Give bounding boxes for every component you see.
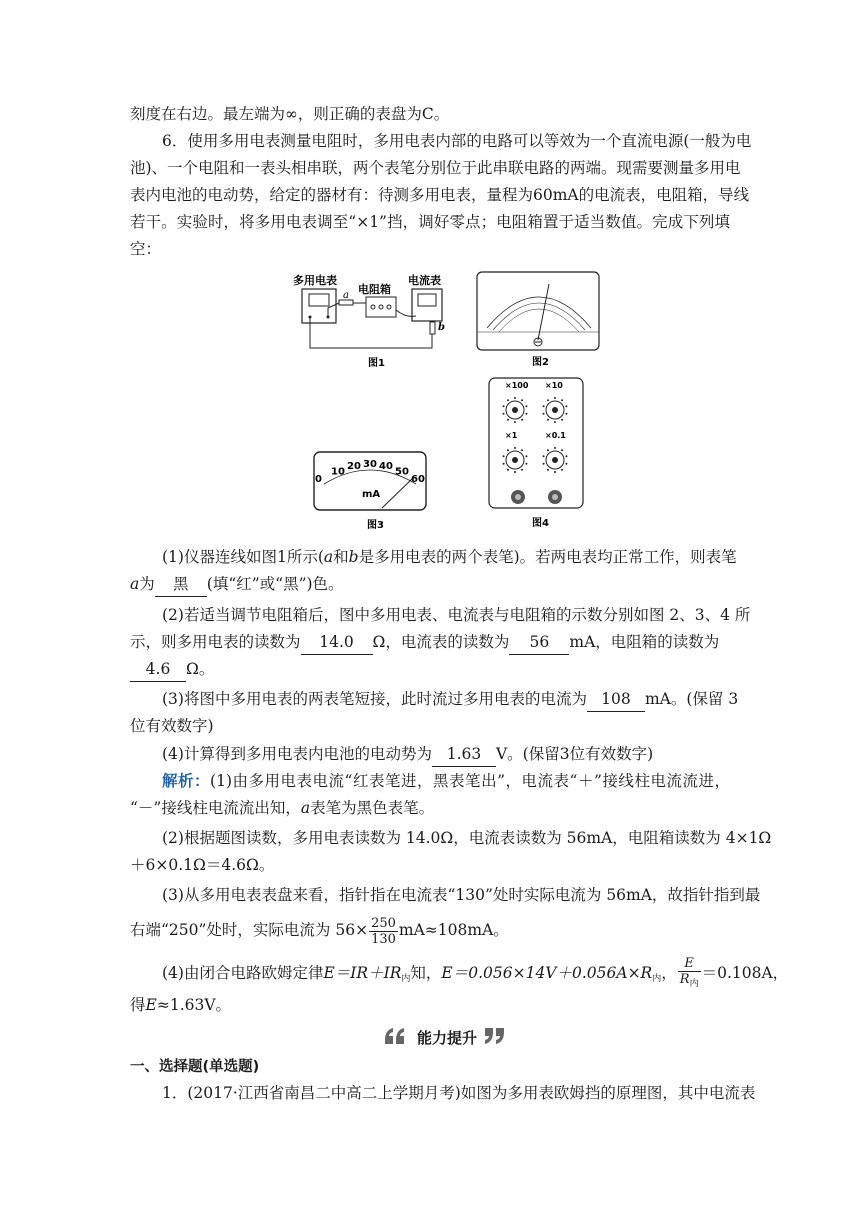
analysis-label: 解析： <box>162 771 211 790</box>
fig3-tick-label: 0 <box>315 474 322 485</box>
q1-line-1: (1)仪器连线如图1所示(a和b是多用电表的两个表笔)。若两电表均正常工作，则表笔 <box>162 548 737 566</box>
section-title: 一、选择题(单选题) <box>130 1059 260 1075</box>
fig4-dial-knob <box>552 457 558 463</box>
fig3-tick-label: 30 <box>363 459 377 470</box>
fig4-dial-mark <box>521 419 523 421</box>
next-question-line: 1．(2017·江西省南昌二中高二上学期月考)如图为多用表欧姆挡的原理图，其中电流表 <box>162 1084 756 1102</box>
fig4-dial-mark <box>514 397 516 399</box>
fig3-unit: mA <box>362 489 381 500</box>
q4-line-1: (4)计算得到多用电表内电池的电动势为 1.63 V。(保留3位有效数字) <box>162 742 730 767</box>
fig4-dial-mark <box>565 455 567 457</box>
fig4-dial-label: ×1 <box>505 431 518 440</box>
fig4-dial-mark <box>561 449 563 451</box>
fig4-dial-mark <box>503 405 505 407</box>
fig4-dial-mark <box>525 463 527 465</box>
fig4-dial-mark <box>521 469 523 471</box>
q2-line-1: (2)若适当调节电阻箱后，图中多用电表、电流表与电阻箱的示数分别如图 2、3、4 所 <box>162 606 751 624</box>
q1-answer: 黑 <box>155 572 207 597</box>
fig4-dial-mark <box>565 413 567 415</box>
fig4-dial-mark <box>507 419 509 421</box>
fig4-dial-mark <box>507 449 509 451</box>
figure-4-resistance-box <box>487 376 587 532</box>
fig4-dial-knob <box>512 457 518 463</box>
q3-line-1: (3)将图中多用电表的两表笔短接，此时流过多用电表的电流为 108 mA。(保留 3 <box>162 687 730 712</box>
analysis-line-8: 得E≈1.63V。 <box>130 996 232 1014</box>
fig4-dial-mark <box>543 455 545 457</box>
fig4-dial-mark <box>561 399 563 401</box>
fig3-tick-label: 10 <box>331 466 345 478</box>
fig4-dial-knob <box>512 407 518 413</box>
q1-line-2: a为 黑 (填“红”或“黑”)色。 <box>130 572 730 597</box>
fig4-dial-mark <box>503 463 505 465</box>
question-6-line-1: 6．使用多用电表测量电阻时，多用电表内部的电路可以等效为一个直流电源(一般为电 <box>162 132 752 150</box>
fig4-dial-mark <box>543 405 545 407</box>
fig4-dial-mark <box>543 413 545 415</box>
fig1-box-label: 电阻箱 <box>358 283 391 296</box>
question-6-line-3: 表内电池的电动势，给定的器材有：待测多用电表，量程为60mA的电流表，电阻箱，导线 <box>130 186 750 204</box>
fig4-dial-label: ×10 <box>545 381 563 390</box>
fig3-tick-label: 20 <box>347 461 361 473</box>
question-6-line-4: 若干。实验时，将多用电表调至“×1”挡，调好零点；电阻箱置于适当数值。完成下列填 <box>130 213 730 231</box>
fraction-250-130: $\frac{250}{130}$ <box>371 915 396 947</box>
left-quote-icon <box>383 1026 407 1046</box>
analysis-line-5: (3)从多用电表表盘来看，指针指在电流表“130”处时实际电流为 56mA，故指针指到最 <box>162 886 761 904</box>
fig1-probe-a: a <box>343 290 349 301</box>
fig2-label: 图2 <box>532 357 549 368</box>
q2-answer-2: 56 <box>509 630 569 655</box>
fig4-dial-mark <box>521 399 523 401</box>
fig4-dial-label: ×0.1 <box>545 431 566 440</box>
analysis-line-2: “－”接线柱电流流出知，a表笔为黑色表笔。 <box>130 799 435 817</box>
q2-line-3: 4.6 Ω。 <box>130 657 730 682</box>
fig1-meter-label: 多用电表 <box>293 274 337 287</box>
q3-line-2: 位有效数字) <box>130 717 214 735</box>
fig4-dial-mark <box>525 413 527 415</box>
fig4-dial-mark <box>547 399 549 401</box>
fig4-dial-mark <box>514 421 516 423</box>
figure-2-multimeter-dial <box>475 270 601 370</box>
fig4-dial-mark <box>514 447 516 449</box>
fig4-dial-mark <box>503 455 505 457</box>
analysis-line-1: 解析：(1)由多用电表电流“红表笔进，黑表笔出”，电流表“＋”接线柱电流流进， <box>162 771 730 790</box>
fig4-dial-mark <box>514 471 516 473</box>
figure-1-circuit <box>288 270 448 370</box>
fig4-dial-mark <box>554 471 556 473</box>
fig4-dial-mark <box>547 469 549 471</box>
question-6-line-5: 空： <box>130 240 162 258</box>
fig3-tick-label: 50 <box>395 466 409 478</box>
fig4-dial-mark <box>547 449 549 451</box>
figure-3-ammeter <box>312 450 432 535</box>
analysis-line-7: (4)由闭合电路欧姆定律$E=IR+IR_内$知，$E=0.056\times 14V+0.056A\times R_内$， $\frac{E}{R_内}$ ＝0.108A， <box>162 955 730 991</box>
fig4-dial-mark <box>561 419 563 421</box>
fraction-e-over-r: $\frac{E}{R_内}$ <box>679 956 699 989</box>
fig1-label: 图1 <box>368 358 385 369</box>
fig4-dial-mark <box>543 463 545 465</box>
fig4-dial-mark <box>525 405 527 407</box>
q2-line-2: 示，则多用电表的读数为 14.0 Ω，电流表的读数为 56 mA，电阻箱的读数为 <box>130 630 730 655</box>
fig3-label: 图3 <box>367 520 384 531</box>
fig4-dial-knob <box>552 407 558 413</box>
q2-answer-3: 4.6 <box>130 657 186 682</box>
fig4-dial-mark <box>521 449 523 451</box>
fig4-label: 图4 <box>532 518 549 529</box>
fig1-ammeter-label: 电流表 <box>408 274 441 287</box>
fig4-dial-mark <box>507 469 509 471</box>
analysis-line-4: ＋6×0.1Ω＝4.6Ω。 <box>130 856 275 874</box>
fig3-tick-label: 60 <box>411 474 425 485</box>
fig4-dial-mark <box>554 397 556 399</box>
text-line-1: 刻度在右边。最左端为∞，则正确的表盘为C。 <box>130 105 450 123</box>
fig4-dial-mark <box>565 405 567 407</box>
question-6-line-2: 池)、一个电阻和一表头相串联，两个表笔分别位于此串联电路的两端。现需要测量多用电 <box>130 159 741 177</box>
q2-answer-1: 14.0 <box>301 630 373 655</box>
q4-answer: 1.63 <box>432 742 496 767</box>
fig4-dial-mark <box>565 463 567 465</box>
fig1-probe-b: b <box>438 322 445 333</box>
fig4-dial-mark <box>554 447 556 449</box>
right-quote-icon <box>483 1026 507 1046</box>
analysis-line-3: (2)根据题图读数，多用电表读数为 14.0Ω，电流表读数为 56mA，电阻箱读数为 4×1Ω <box>162 829 772 847</box>
fig4-dial-mark <box>554 421 556 423</box>
ability-title: 能力提升 <box>417 1029 478 1047</box>
fig4-dial-mark <box>503 413 505 415</box>
analysis-line-6: 右端“250”处时，实际电流为 56× $\frac{250}{130}$ mA≈108mA。 <box>130 915 509 947</box>
ability-banner <box>383 1024 508 1050</box>
fig4-dial-label: ×100 <box>505 381 529 390</box>
q3-answer: 108 <box>587 687 645 712</box>
fig4-dial-mark <box>561 469 563 471</box>
fig3-tick-label: 40 <box>379 461 393 473</box>
fig4-dial-mark <box>507 399 509 401</box>
fig4-dial-mark <box>525 455 527 457</box>
fig4-dial-mark <box>547 419 549 421</box>
